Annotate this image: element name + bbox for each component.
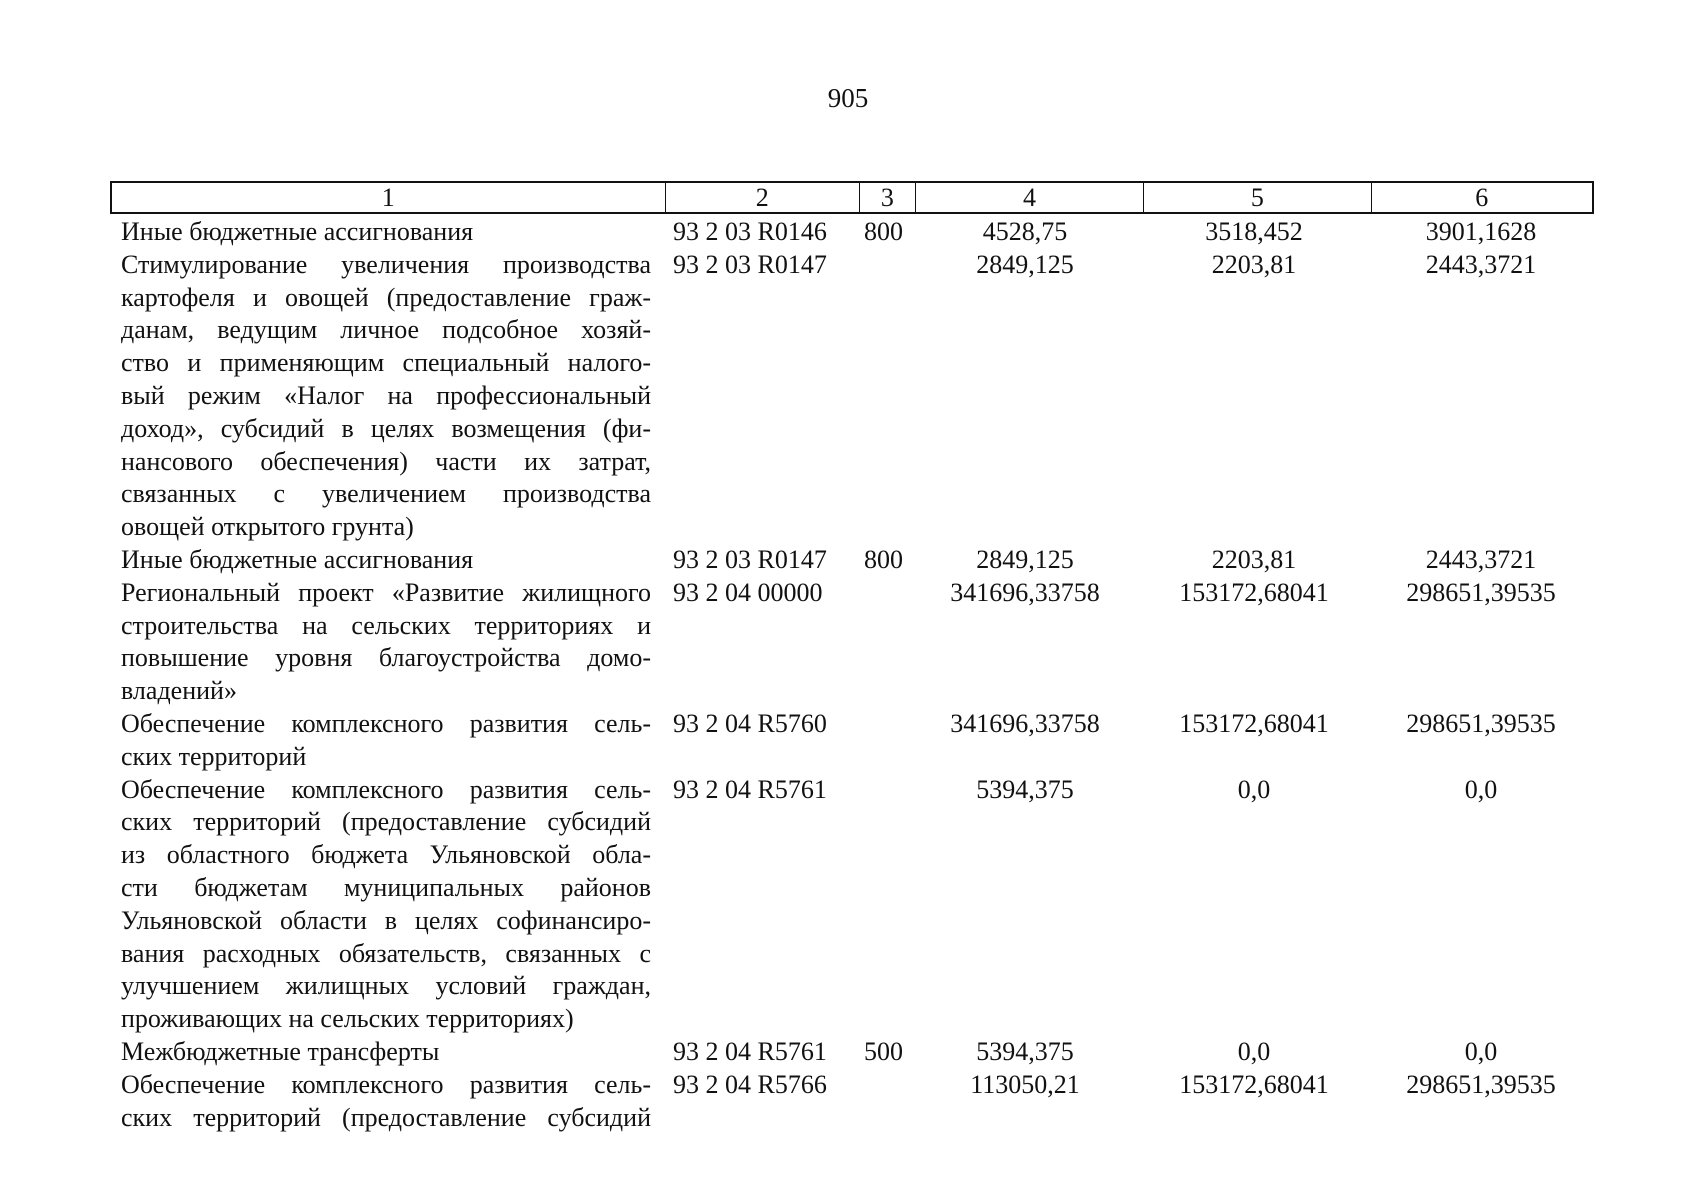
description-line: данам, ведущим личное подсобное хозяй- <box>121 315 651 345</box>
row-value-col5: 0,0 <box>1237 1037 1271 1066</box>
page-number: 905 <box>827 83 869 113</box>
description-line: Обеспечение комплексного развития сель- <box>121 1069 651 1099</box>
description-line: Иные бюджетные ассигнования <box>121 217 474 246</box>
row-value-col5: 0,0 <box>1237 774 1271 804</box>
row-description <box>121 249 651 544</box>
row-value-col4: 2849,125 <box>976 545 1074 574</box>
row-value-col4: 4528,75 <box>982 217 1068 246</box>
row-value-col6: 298651,39535 <box>1406 1069 1556 1099</box>
header-col-2: 2 <box>666 183 860 212</box>
row-description <box>121 1069 651 1135</box>
row-expense-kind: 500 <box>864 1037 903 1066</box>
row-value-col4: 113050,21 <box>970 1069 1080 1099</box>
row-value-col4: 5394,375 <box>976 1037 1074 1066</box>
row-code: 93 2 03 R0147 <box>673 545 827 574</box>
row-code: 93 2 04 R5761 <box>673 1037 827 1066</box>
row-value-col5: 2203,81 <box>1211 545 1297 574</box>
row-value-col4: 341696,33758 <box>950 709 1100 738</box>
row-value-col4: 341696,33758 <box>950 577 1100 607</box>
description-line: вания расходных обязательств, связанных с <box>121 938 651 968</box>
description-line: связанных с увеличением производства <box>121 479 651 509</box>
row-code: 93 2 04 R5760 <box>673 709 827 738</box>
description-line: владений» <box>121 676 237 706</box>
row-value-col6: 2443,3721 <box>1425 249 1537 279</box>
description-line: Региональный проект «Развитие жилищного <box>121 577 651 607</box>
row-value-col6: 0,0 <box>1464 774 1498 804</box>
row-description <box>121 708 651 774</box>
row-code: 93 2 03 R0147 <box>673 249 827 279</box>
description-line: проживающих на сельских территориях) <box>121 1004 574 1034</box>
row-value-col5: 2203,81 <box>1211 249 1297 279</box>
row-description <box>121 774 651 1036</box>
description-line: Обеспечение комплексного развития сель- <box>121 774 651 804</box>
description-line: сти бюджетам муниципальных районов <box>121 872 651 902</box>
row-value-col4: 2849,125 <box>976 249 1074 279</box>
description-line: Стимулирование увеличения производства <box>121 249 651 279</box>
description-line: картофеля и овощей (предоставление граж- <box>121 282 651 312</box>
row-expense-kind: 800 <box>864 545 903 574</box>
row-value-col6: 3901,1628 <box>1425 217 1537 246</box>
description-line: из областного бюджета Ульяновской обла- <box>121 840 651 870</box>
row-description <box>121 216 651 249</box>
header-col-1: 1 <box>112 183 666 212</box>
description-line: нансового обеспечения) части их затрат, <box>121 446 651 476</box>
description-line: ских территорий (предоставление субсидий <box>121 807 651 837</box>
description-line: повышение уровня благоустройства домо- <box>121 643 651 673</box>
row-code: 93 2 04 R5766 <box>673 1069 827 1099</box>
row-value-col5: 3518,452 <box>1205 217 1303 246</box>
row-description <box>121 544 651 577</box>
description-line: вый режим «Налог на профессиональный <box>121 380 651 410</box>
description-line: ство и применяющим специальный налого- <box>121 348 651 378</box>
row-code: 93 2 03 R0146 <box>673 217 827 246</box>
description-line: улучшением жилищных условий граждан, <box>121 971 651 1001</box>
description-line: Межбюджетные трансферты <box>121 1037 440 1066</box>
row-value-col6: 298651,39535 <box>1406 709 1556 738</box>
header-col-5: 5 <box>1144 183 1371 212</box>
row-value-col5: 153172,68041 <box>1179 709 1329 738</box>
description-line: Иные бюджетные ассигнования <box>121 545 474 574</box>
table-header <box>110 181 1594 214</box>
description-line: строительства на сельских территориях и <box>121 610 651 640</box>
row-value-col4: 5394,375 <box>976 774 1074 804</box>
description-line: Ульяновской области в целях софинансиро- <box>121 905 651 935</box>
description-line: ских территорий <box>121 741 307 771</box>
description-line: доход», субсидий в целях возмещения (фи- <box>121 413 651 443</box>
description-line: овощей открытого грунта) <box>121 512 414 542</box>
row-description <box>121 1036 651 1069</box>
row-description <box>121 577 651 708</box>
row-value-col6: 298651,39535 <box>1406 577 1556 607</box>
row-expense-kind: 800 <box>864 217 903 246</box>
header-col-3: 3 <box>860 183 916 212</box>
description-line: ских территорий (предоставление субсидий <box>121 1102 651 1132</box>
row-value-col5: 153172,68041 <box>1179 577 1329 607</box>
row-value-col6: 2443,3721 <box>1425 545 1537 574</box>
description-line: Обеспечение комплексного развития сель- <box>121 709 651 738</box>
row-value-col6: 0,0 <box>1464 1037 1498 1066</box>
row-code: 93 2 04 R5761 <box>673 774 827 804</box>
header-col-4: 4 <box>916 183 1144 212</box>
header-col-6: 6 <box>1475 183 1489 212</box>
row-code: 93 2 04 00000 <box>673 577 823 607</box>
row-value-col5: 153172,68041 <box>1179 1069 1329 1099</box>
